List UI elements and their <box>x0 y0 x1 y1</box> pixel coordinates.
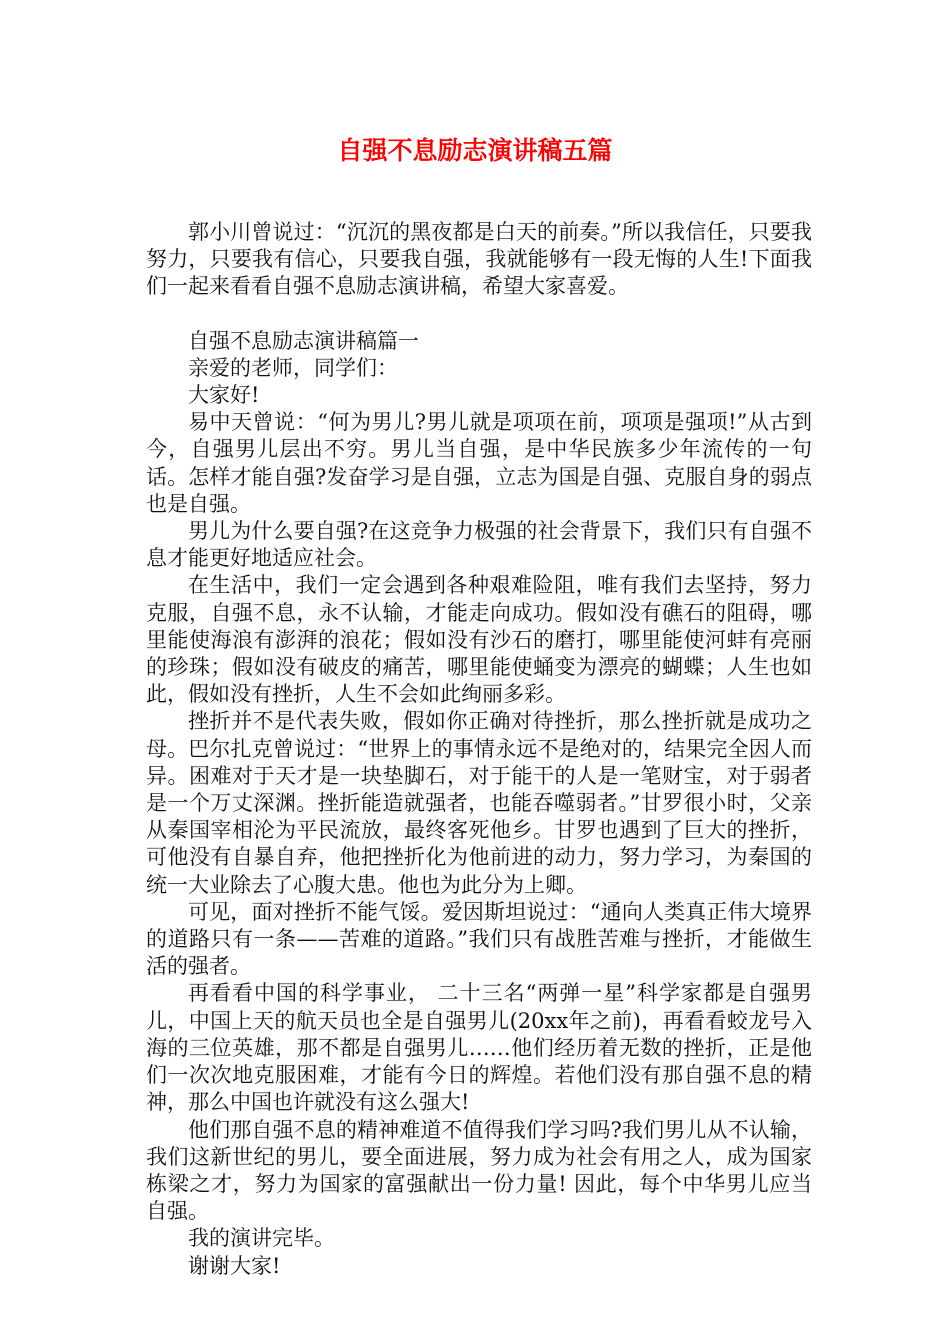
body-paragraph: 可见，面对挫折不能气馁。爱因斯坦说过：“通向人类真正伟大境界的道路只有一条——苦难的道路。”我们只有战胜苦难与挫折，才能做生活的强者。 <box>146 899 812 979</box>
hello-line: 大家好! <box>188 383 260 408</box>
thanks-line: 谢谢大家! <box>188 1253 281 1278</box>
intro-paragraph: 郭小川曾说过：“沉沉的黑夜都是白天的前奏。”所以我信任，只要我努力，只要我有信心，只要我自强，我就能够有一段无悔的人生!下面我们一起来看看自强不息励志演讲稿，希望大家喜爱。 <box>146 220 812 299</box>
body-paragraph: 男儿为什么要自强?在这竞争力极强的社会背景下，我们只有自强不息才能更好地适应社会。 <box>146 519 812 571</box>
section-heading: 自强不息励志演讲稿篇一 <box>188 328 419 353</box>
body-paragraph: 易中天曾说：“何为男儿?男儿就是项项在前，项项是强项!”从古到今，自强男儿层出不穷。男儿当自强，是中华民族多少年流传的一句话。怎样才能自强?发奋学习是自强，立志为国是自强、克服自身的弱点也是自强。 <box>146 410 812 516</box>
body-paragraph: 挫折并不是代表失败，假如你正确对待挫折，那么挫折就是成功之母。巴尔扎克曾说过：“世界上的事情永远不是绝对的，结果完全因人而异。困难对于天才是一块垫脚石，对于能干的人是一笔财宝，对于弱者是一个万丈深渊。挫折能造就强者，也能吞噬弱者。”甘罗很小时，父亲从秦国宰相沦为平民流放，最终客死他乡。甘罗也遇到了巨大的挫折，可他没有自暴自弃，他把挫折化为他前进的动力，努力学习，为秦国的统一大业除去了心腹大患。他也为此分为上卿。 <box>146 709 812 897</box>
closing-line: 我的演讲完毕。 <box>188 1226 335 1251</box>
body-paragraph: 他们那自强不息的精神难道不值得我们学习吗?我们男儿从不认输，我们这新世纪的男儿，要全面进展，努力成为社会有用之人，成为国家栋梁之才，努力为国家的富强献出一份力量! 因此，每个中华男儿应当自强。 <box>146 1117 812 1224</box>
body-paragraph: 在生活中，我们一定会遇到各种艰难险阻，唯有我们去坚持，努力克服，自强不息，永不认输，才能走向成功。假如没有礁石的阻碍，哪里能使海浪有澎湃的浪花；假如没有沙石的磨打，哪里能使河蚌有亮丽的珍珠；假如没有破皮的痛苦，哪里能使蛹变为漂亮的蝴蝶；人生也如此，假如没有挫折，人生不会如此绚丽多彩。 <box>146 573 812 707</box>
greeting-line: 亲爱的老师，同学们： <box>188 355 398 380</box>
body-paragraph: 再看看中国的科学事业， 二十三名“两弹一星”科学家都是自强男儿，中国上天的航天员也全是自强男儿(20xx年之前)，再看看蛟龙号入海的三位英雄，那不都是自强男儿……他们经历着无数的挫折，正是他们一次次地克服困难，才能有今日的辉煌。若他们没有那自强不息的精神，那么中国也许就没有这么强大! <box>146 981 812 1115</box>
document-body <box>146 219 812 1280</box>
document-title: 自强不息励志演讲稿五篇 <box>337 136 613 165</box>
